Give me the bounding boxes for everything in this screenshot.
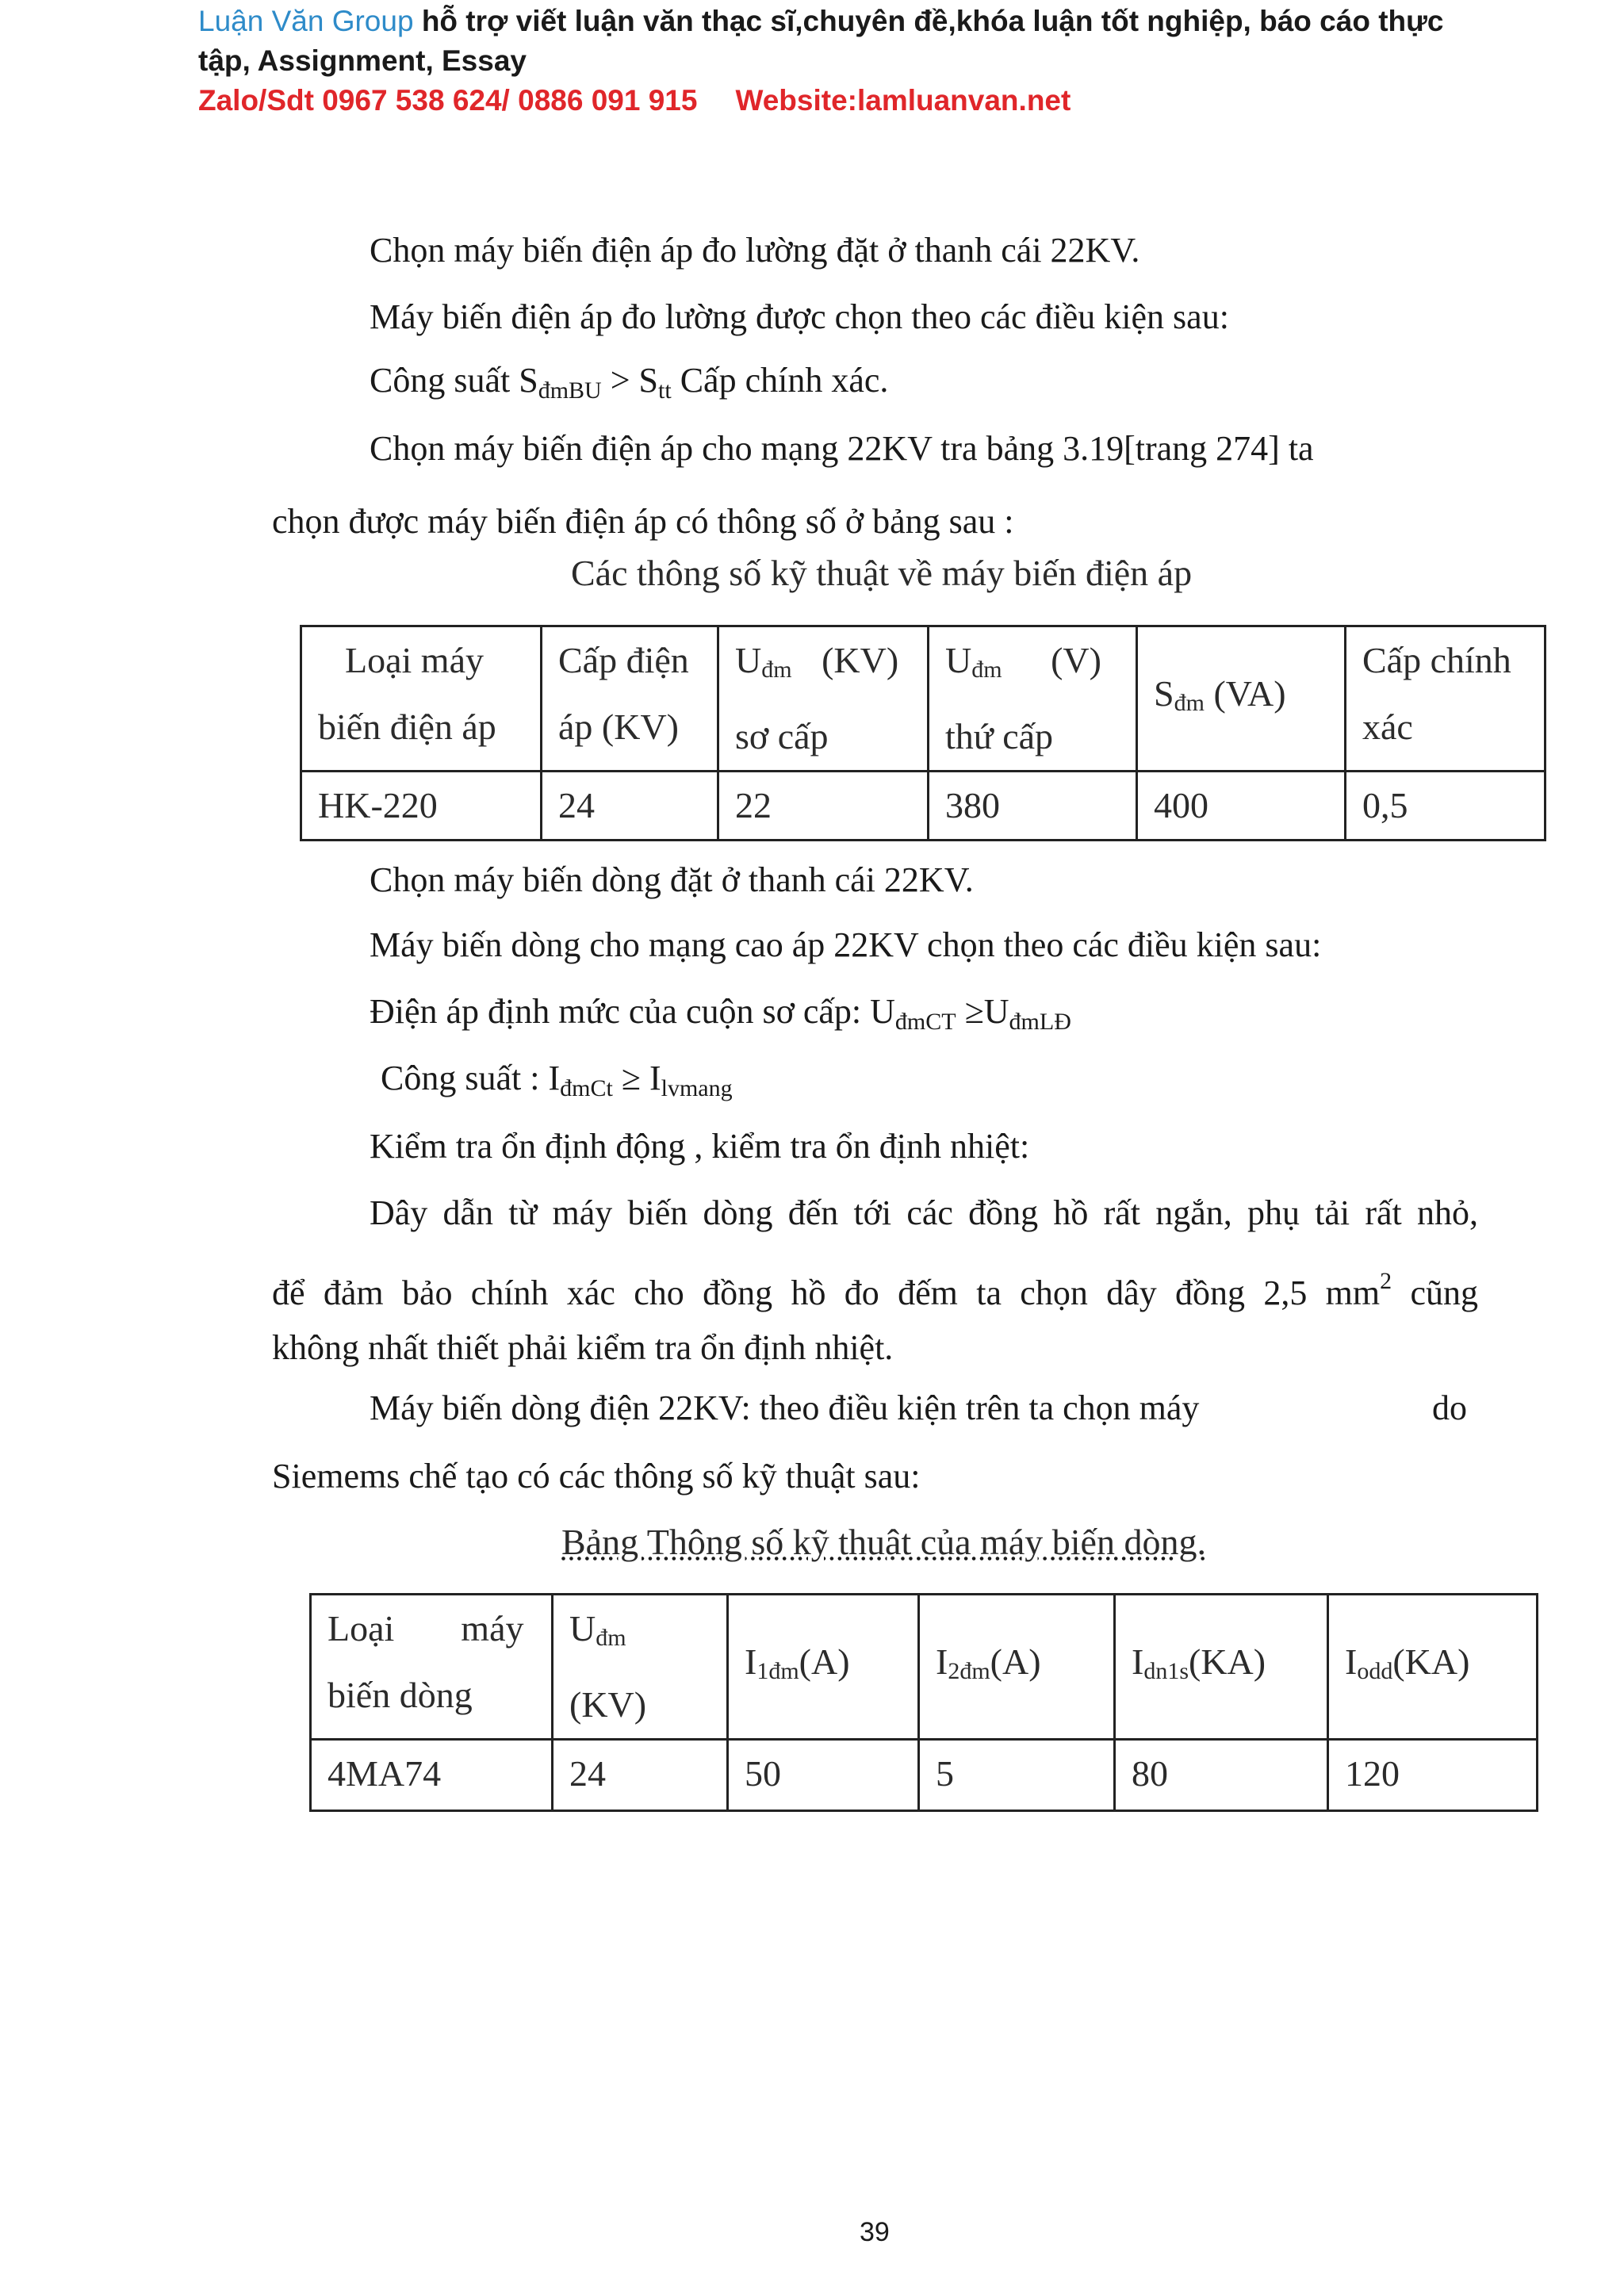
table-2-caption: Bảng Thông số kỹ thuật của máy biến dòng. bbox=[561, 1522, 1206, 1562]
paragraph-10-line-1: Dây dẫn từ máy biến dòng đến tới các đồng hồ rất ngắn, phụ tải rất nhỏ, bbox=[370, 1193, 1478, 1232]
table-header-row bbox=[301, 626, 1545, 772]
table-cell: 24 bbox=[553, 1740, 728, 1811]
table-cell: 4MA74 bbox=[311, 1740, 553, 1811]
paragraph-7: Điện áp định mức của cuộn sơ cấp: $U_{đmCT} \ge U_{đmLĐ}$ bbox=[370, 992, 1071, 1035]
header-contact-line bbox=[198, 81, 1467, 121]
table-cell: 50 bbox=[728, 1740, 919, 1811]
table-cell: HK-220 bbox=[301, 772, 542, 841]
header-line-1 bbox=[198, 2, 1467, 41]
paragraph-10-line-2: để đảm bảo chính xác cho đồng hồ đo đếm ta chọn dây đồng 2,5 $mm^2$ cũng bbox=[272, 1268, 1479, 1312]
page-number: 39 bbox=[860, 2217, 890, 2247]
header-cell-primary-voltage: $U_{đm}$ (KV) sơ cấp bbox=[718, 626, 929, 772]
header-cell-thermal-current: $I_{dn1s}(KA)$ bbox=[1115, 1595, 1328, 1740]
current-transformer-table bbox=[309, 1593, 1538, 1812]
paragraph-4-line-2: chọn được máy biến điện áp có thông số ở bảng sau : bbox=[272, 502, 1014, 541]
table-header-row bbox=[311, 1595, 1538, 1740]
paragraph-8: Công suất : $I_{đmCt} \ge I_{lvmang}$ bbox=[381, 1059, 733, 1101]
table-cell: 80 bbox=[1115, 1740, 1328, 1811]
table-cell: 120 bbox=[1328, 1740, 1538, 1811]
header-cell-type: Loại máy biến dòng bbox=[311, 1595, 553, 1740]
header-cell-secondary-current: $I_{2đm}(A)$ bbox=[919, 1595, 1115, 1740]
header-cell-type: Loại máy biến điện áp bbox=[301, 626, 542, 772]
table-cell: 0,5 bbox=[1346, 772, 1545, 841]
voltage-transformer-table bbox=[300, 625, 1546, 841]
paragraph-6: Máy biến dòng cho mạng cao áp 22KV chọn theo các điều kiện sau: bbox=[370, 925, 1322, 964]
header-cell-secondary-voltage: $U_{đm}$ (V) thứ cấp bbox=[929, 626, 1137, 772]
paragraph-1: Chọn máy biến điện áp đo lường đặt ở thanh cái 22KV. bbox=[370, 231, 1140, 270]
header-cell-rated-voltage: $U_{đm}$ (KV) bbox=[553, 1595, 728, 1740]
header-brand: Luận Văn Group bbox=[198, 5, 414, 37]
paragraph-11-line-1b: do bbox=[1432, 1388, 1467, 1427]
header-cell-dynamic-current: $I_{odd}(KA)$ bbox=[1328, 1595, 1538, 1740]
header-website: Website:lamluanvan.net bbox=[735, 84, 1071, 117]
table-row bbox=[301, 772, 1545, 841]
header-cell-voltage-level: Cấp điện áp (KV) bbox=[542, 626, 718, 772]
header-cell-accuracy-class: Cấp chính xác bbox=[1346, 626, 1545, 772]
header-tagline-1: hỗ trợ viết luận văn thạc sĩ,chuyên đề,khóa luận tốt nghiệp, báo cáo thực bbox=[413, 5, 1444, 37]
table-cell: 22 bbox=[718, 772, 929, 841]
page-header bbox=[198, 2, 1467, 121]
table-cell: 380 bbox=[929, 772, 1137, 841]
paragraph-9: Kiểm tra ổn định động , kiểm tra ổn định nhiệt: bbox=[370, 1127, 1030, 1166]
paragraph-11-line-1a: Máy biến dòng điện 22KV: theo điều kiện trên ta chọn máy bbox=[370, 1388, 1200, 1427]
header-cell-rated-power: $S_{đm}$ (VA) bbox=[1137, 626, 1346, 772]
paragraph-11-line-2: Siemems chế tạo có các thông số kỹ thuật sau: bbox=[272, 1457, 921, 1496]
paragraph-2: Máy biến điện áp đo lường được chọn theo các điều kiện sau: bbox=[370, 297, 1229, 336]
paragraph-3: Công suất $S_{đmBU} > S_{tt}$ Cấp chính xác. bbox=[370, 361, 889, 404]
header-tagline-2: tập, Assignment, Essay bbox=[198, 44, 527, 77]
table-1-caption: Các thông số kỹ thuật về máy biến điện áp bbox=[571, 553, 1193, 593]
table-cell: 24 bbox=[542, 772, 718, 841]
header-contact: Zalo/Sdt 0967 538 624/ 0886 091 915 bbox=[198, 84, 698, 117]
paragraph-5: Chọn máy biến dòng đặt ở thanh cái 22KV. bbox=[370, 860, 974, 899]
paragraph-4-line-1: Chọn máy biến điện áp cho mạng 22KV tra bảng 3.19[trang 274] ta bbox=[370, 429, 1314, 468]
table-row bbox=[311, 1740, 1538, 1811]
header-cell-primary-current: $I_{1đm}(A)$ bbox=[728, 1595, 919, 1740]
table-cell: 5 bbox=[919, 1740, 1115, 1811]
table-cell: 400 bbox=[1137, 772, 1346, 841]
paragraph-10-line-3: không nhất thiết phải kiểm tra ổn định nhiệt. bbox=[272, 1328, 894, 1367]
